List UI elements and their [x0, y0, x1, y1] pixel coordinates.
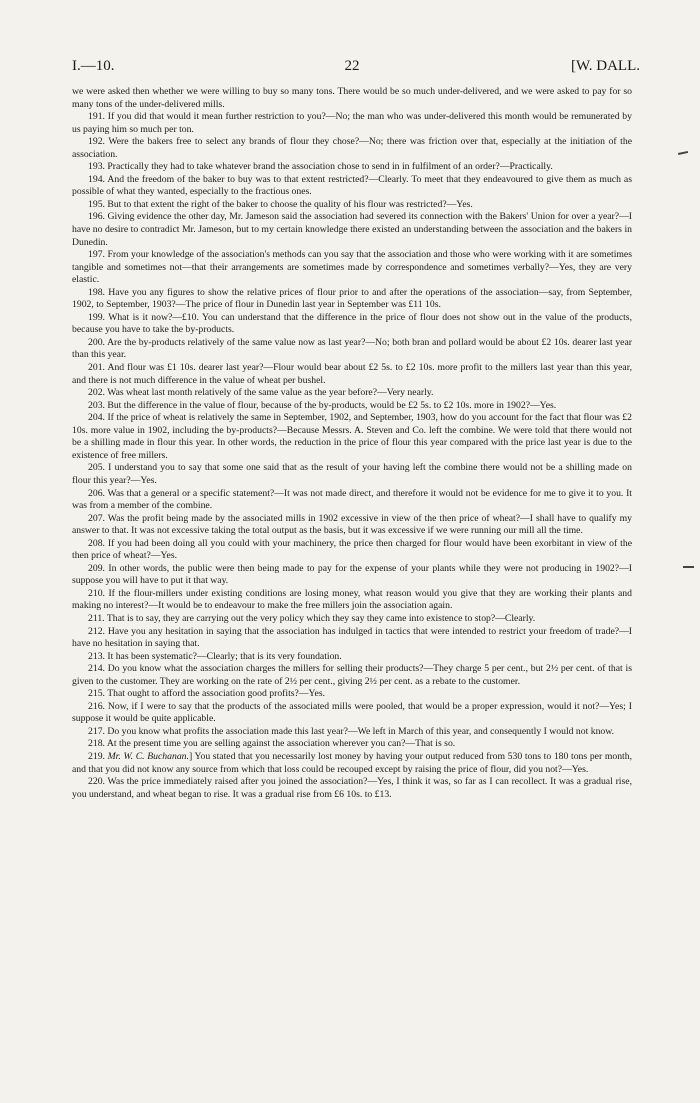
question-number: 219. [88, 750, 105, 762]
questioner-name: Mr. W. C. Buchanan. [107, 750, 189, 762]
paragraph-219 [72, 751, 632, 776]
paragraph: 196. Giving evidence the other day, Mr. Jameson said the association had severed its connection with the Bakers' Union for over a year?—I have no desire to contradict Mr. Jameson, but to my certain knowledge there existed an understanding between the association and the bakers in Dunedin. [72, 211, 632, 248]
paragraph: 214. Do you know what the association charges the millers for selling their products?—They charge 5 per cent., but 2½ per cent. of that is given to the customer. They are working on the rate of 2½ per cent., giving 2½ per cent. as a rebate to the customer. [72, 663, 632, 687]
paragraph-220: 220. Was the price immediately raised after you joined the association?—Yes, I think it was, so far as I can recollect. It was a gradual rise, you understand, and wheat began to rise. It was a gradual rise from £6 10s. to £13. [72, 776, 632, 800]
paragraph: 194. And the freedom of the baker to buy was to that extent restricted?—Clearly. To meet that they endeavoured to give them as much as possible of what they wanted, especially to the fractious ones. [72, 173, 632, 198]
paragraph: 191. If you did that would it mean further restriction to you?—No; the man who was under-delivered this month would be remunerated by us paying him so much per ton. [72, 111, 632, 135]
evidence-text [72, 86, 632, 801]
paragraph: 211. That is to say, they are carrying out the very policy which they say they came into existence to stop?—Clearly. [88, 612, 536, 624]
paragraph: 204. If the price of wheat is relatively the same in September, 1902, and September, 1903, how do you account for the fact that flour was £2 10s. more value in 1902, including the by-products?—Because Messrs. A. Steven and Co. left the combine. We were told that there would not be a shilling made in flour this year. In other words, the reduction in the price of flour this year compared with the price last year is due to the existence of free millers. [72, 412, 632, 461]
paragraph: 200. Are the by-products relatively of the same value now as last year?—No; both bran and pollard would be about £2 10s. dearer last year than this year. [72, 336, 632, 361]
margin-mark [683, 566, 694, 568]
paragraph: 198. Have you any figures to show the relative prices of flour prior to and after the operations of the association—say, from September, 1902, to September, 1903?—The price of flour in Dunedin last year in September was £11 10s. [72, 286, 632, 311]
paragraph: 215. That ought to afford the association good profits?—Yes. [88, 688, 326, 700]
paragraph: we were asked then whether we were willing to buy so many tons. There would be so much under-delivered, and we were asked to pay for so many tons of the under-delivered mills. [72, 86, 632, 110]
report-reference: I.—10. [72, 58, 115, 74]
paragraph: 205. I understand you to say that some one said that as the result of your having left the combine there would not be a shilling made on flour this year?—Yes. [72, 462, 632, 486]
paragraph: 209. In other words, the public were then being made to pay for the expense of your plants while they were not producing in 1902?—I suppose you will have to put it that way. [72, 562, 632, 587]
paragraph: 206. Was that a general or a specific statement?—It was not made direct, and therefore it would not be evidence for me to give it to you. It was from a member of the combine. [72, 487, 632, 512]
page-header [72, 58, 640, 86]
paragraph: 195. But to that extent the right of the baker to choose the quality of his flour was restricted?—Yes. [88, 198, 473, 210]
paragraph: 203. But the difference in the value of flour, because of the by-products, would be £2 5s. to £2 10s. more in 1902?—Yes. [88, 399, 557, 411]
paragraph: 199. What is it now?—£10. You can understand that the difference in the price of flour does not show out in the value of the products, because you have to take the by-products. [72, 311, 632, 336]
document-page [72, 58, 640, 801]
paragraph: 193. Practically they had to take whatever brand the association chose to send in in fulfilment of an order?—Practically. [88, 161, 553, 173]
paragraph: 201. And flour was £1 10s. dearer last year?—Flour would bear about £2 5s. to £2 10s. more profit to the millers last year than this year, and there is not much difference in the value of wheat per bushel. [72, 362, 632, 386]
paragraph: 217. Do you know what profits the association made this last year?—We left in March of this year, and consequently I would not know. [88, 725, 615, 737]
question-text: ] You stated that you necessarily lost money by having your output reduced from 530 tons to 180 tons per month, and that you did not know any source from which that loss could be recouped except by raising the price of flour, did you not?—Yes. [72, 750, 633, 775]
paragraph: 216. Now, if I were to say that the products of the associated mills were pooled, that would be a proper expression, would it not?—Yes; I suppose it would be quite applicable. [72, 700, 632, 725]
page-number: 22 [344, 58, 360, 74]
paragraph: 210. If the flour-millers under existing conditions are losing money, what reason would you give that they are working their plants and making no interest?—It would be to endeavour to make the free millers join the association again. [72, 587, 632, 612]
paragraph: 207. Was the profit being made by the associated mills in 1902 excessive in view of the then price of wheat?—I shall have to qualify my answer to that. It was not excessive taking the total output as the basis, but it was excessive if we were running our mill all the time. [72, 512, 632, 537]
paragraph: 212. Have you any hesitation in saying that the association has indulged in tactics that were intended to restrict your freedom of trade?—I have no hesitation in saying that. [72, 625, 632, 650]
margin-mark [678, 151, 688, 155]
paragraph: 197. From your knowledge of the association's methods can you say that the association and those who were working with it are sometimes tangible and sometimes not—that their arrangements are sometimes made by correspondence and sometimes verbally?—Yes, they are very elastic. [72, 249, 632, 286]
paragraph: 192. Were the bakers free to select any brands of flour they chose?—No; there was friction over that, especially at the initiation of the association. [72, 136, 632, 160]
paragraph: 208. If you had been doing all you could with your machinery, the price then charged for flour would have been exorbitant in view of the then price of wheat?—Yes. [72, 537, 632, 562]
paragraph: 213. It has been systematic?—Clearly; that is its very foundation. [88, 650, 342, 662]
paragraph: 218. At the present time you are selling against the association wherever you can?—That is so. [88, 738, 456, 750]
paragraph: 202. Was wheat last month relatively of the same value as the year before?—Very nearly. [88, 387, 434, 399]
witness-name: [W. DALL. [570, 58, 640, 74]
